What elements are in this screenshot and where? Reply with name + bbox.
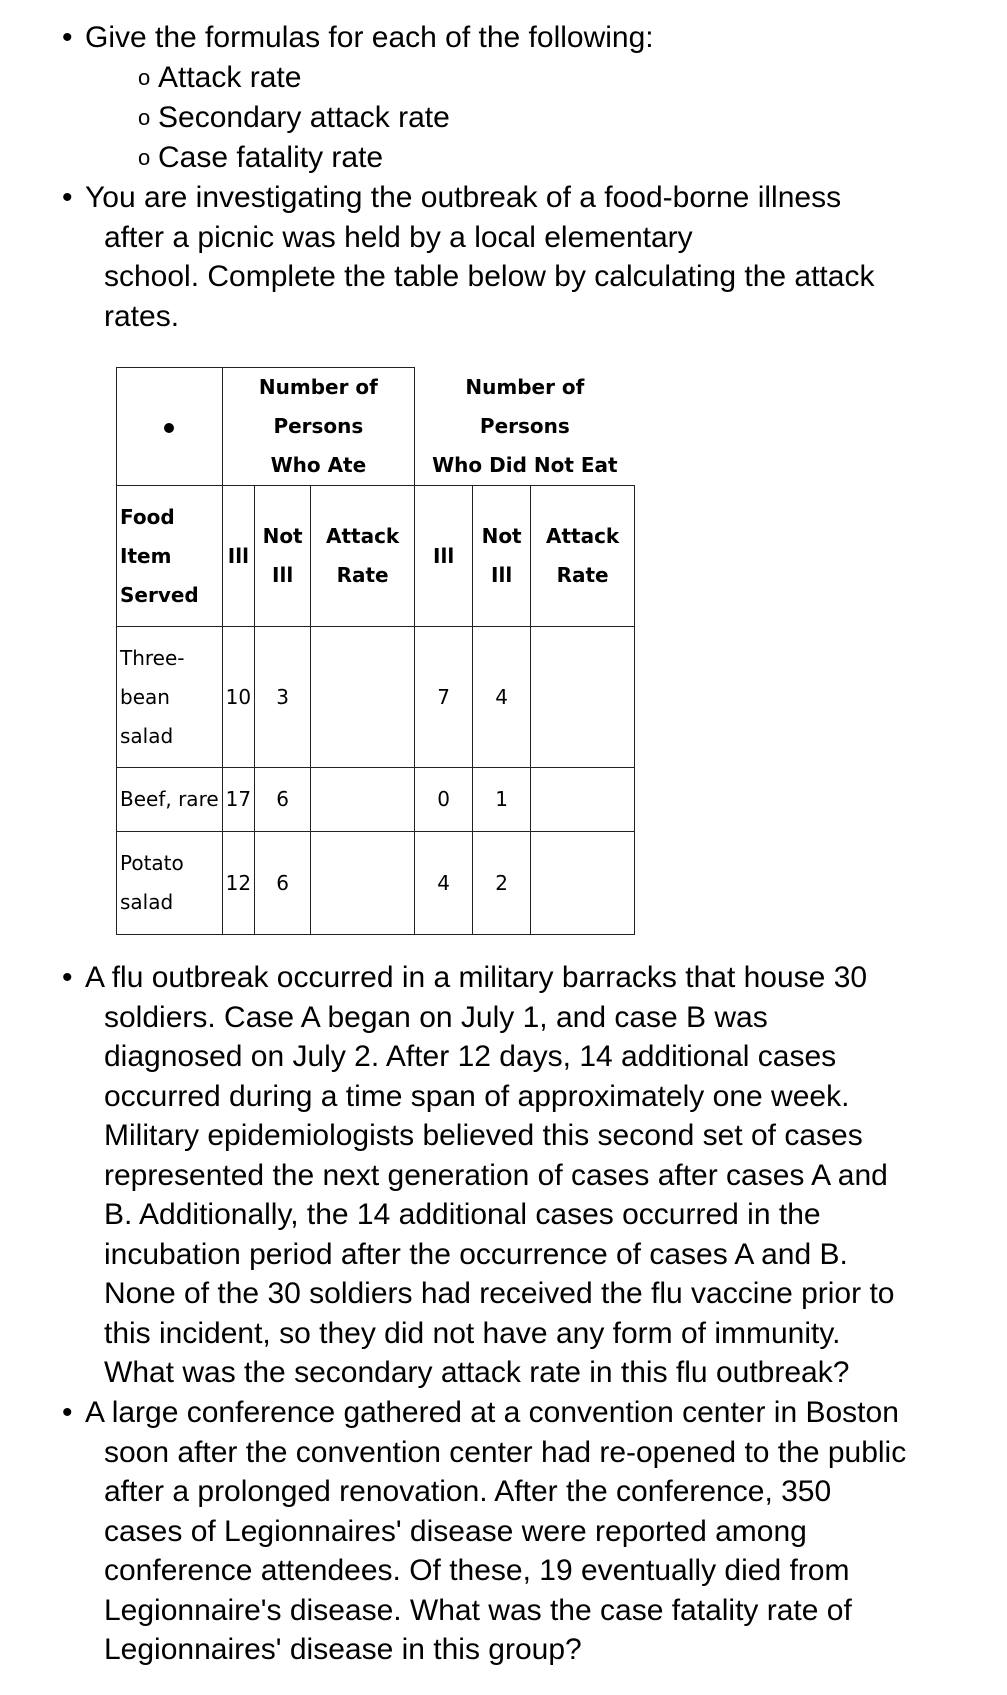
- ate-attack-rate-cell: [311, 832, 415, 935]
- food-line: salad: [120, 890, 174, 914]
- header-ill: Ill: [222, 486, 254, 627]
- food-line: Three-: [120, 645, 185, 670]
- bullet-marker: •: [62, 1396, 73, 1429]
- header-persons-who-did-not-eat: [415, 368, 635, 486]
- question-line: A flu outbreak occurred in a military barracks that house 30: [85, 961, 868, 994]
- not-ate-ill-cell: 0: [415, 768, 473, 832]
- bullet-marker: •: [62, 961, 73, 994]
- ate-ill-cell: 12: [222, 832, 254, 935]
- question-line: this incident, so they did not have any form of immunity.: [104, 1316, 841, 1350]
- question-line: occurred during a time span of approximately one week.: [104, 1079, 850, 1113]
- header-line: Ill: [491, 563, 513, 587]
- header-line: Item: [120, 543, 172, 568]
- not-ate-not-ill-cell: 4: [473, 627, 531, 768]
- sub-item-case-fatality-rate: Case fatality rate: [158, 141, 384, 174]
- header-line: Who Ate: [270, 453, 367, 477]
- header-line: Not: [481, 524, 522, 548]
- intro-text: Give the formulas for each of the following:: [85, 21, 654, 54]
- question-line: Military epidemiologists believed this second set of cases: [104, 1119, 863, 1152]
- question-line: Legionnaire's disease. What was the case fatality rate of: [104, 1593, 852, 1627]
- question-line: rates.: [104, 299, 180, 333]
- not-ate-not-ill-cell: 2: [473, 832, 531, 935]
- header-not-ill: [255, 486, 311, 627]
- not-ate-ill-cell: 4: [415, 832, 473, 935]
- question-line: What was the secondary attack rate in this flu outbreak?: [104, 1356, 850, 1389]
- header-line: Number of Persons: [465, 374, 585, 438]
- question-line: school. Complete the table below by calculating the attack: [104, 260, 875, 293]
- header-line: Attack: [545, 524, 620, 548]
- bullet-dot-icon: [164, 423, 174, 433]
- food-cell: [117, 832, 223, 935]
- header-attack-rate: [311, 486, 415, 627]
- question-line: cases of Legionnaires' disease were reported among: [104, 1514, 807, 1548]
- question-line: A large conference gathered at a convention center in Boston: [85, 1396, 899, 1429]
- question-food-borne: [85, 178, 985, 336]
- question-flu-outbreak: [85, 958, 985, 1393]
- header-line: Number of Persons: [258, 375, 378, 438]
- question-line: Legionnaires' disease in this group?: [104, 1633, 582, 1666]
- not-ate-attack-rate-cell: [531, 832, 635, 935]
- ate-not-ill-cell: 6: [255, 768, 311, 832]
- header-line: Food: [120, 504, 175, 529]
- not-ate-attack-rate-cell: [531, 627, 635, 768]
- question-line: B. Additionally, the 14 additional cases occurred in the: [104, 1198, 821, 1231]
- header-attack-rate: [531, 486, 635, 627]
- question-line: soon after the convention center had re-opened to the public: [104, 1435, 907, 1469]
- question-line: soldiers. Case A began on July 1, and case B was: [104, 1000, 768, 1034]
- sub-item-secondary-attack-rate: Secondary attack rate: [158, 101, 450, 134]
- header-line: Rate: [556, 563, 609, 587]
- question-line: incubation period after the occurrence of cases A and B.: [104, 1237, 848, 1271]
- attack-rate-table: [116, 367, 635, 935]
- header-persons-who-ate: [222, 368, 414, 486]
- header-line: Who Did Not Eat: [432, 452, 618, 477]
- sub-bullet-marker: o: [138, 145, 151, 170]
- question-line: None of the 30 soldiers had received the flu vaccine prior to: [104, 1277, 895, 1310]
- header-line: Served: [120, 582, 199, 607]
- question-line: conference attendees. Of these, 19 eventually died from: [104, 1554, 850, 1587]
- food-line: Potato: [120, 851, 184, 875]
- not-ate-ill-cell: 7: [415, 627, 473, 768]
- header-line: Ill: [272, 563, 294, 587]
- question-line: after a picnic was held by a local elementary: [104, 220, 693, 254]
- question-legionnaires: [85, 1393, 985, 1670]
- corner-cell: [117, 368, 223, 486]
- question-line: represented the next generation of cases after cases A and: [104, 1158, 888, 1192]
- not-ate-not-ill-cell: 1: [473, 768, 531, 832]
- bullet-marker: •: [62, 181, 73, 214]
- header-line: Attack: [325, 524, 400, 548]
- bullet-marker: •: [62, 21, 73, 54]
- table-row: [117, 832, 635, 935]
- food-line: salad: [120, 723, 174, 748]
- table-row: [117, 627, 635, 768]
- sub-bullet-marker: o: [138, 65, 151, 90]
- header-ill: Ill: [415, 486, 473, 627]
- table-row: [117, 768, 635, 832]
- question-line: diagnosed on July 2. After 12 days, 14 additional cases: [104, 1040, 837, 1073]
- ate-not-ill-cell: 3: [255, 627, 311, 768]
- ate-not-ill-cell: 6: [255, 832, 311, 935]
- sub-item-attack-rate: Attack rate: [158, 61, 302, 94]
- food-cell: Beef, rare: [117, 768, 223, 832]
- ate-ill-cell: 17: [222, 768, 254, 832]
- header-line: Rate: [336, 563, 389, 587]
- sub-bullet-marker: o: [138, 105, 151, 130]
- question-line: You are investigating the outbreak of a food-borne illness: [85, 181, 842, 214]
- header-not-ill: [473, 486, 531, 627]
- food-cell: [117, 627, 223, 768]
- header-line: Not: [262, 524, 303, 548]
- not-ate-attack-rate-cell: [531, 768, 635, 832]
- question-line: after a prolonged renovation. After the conference, 350: [104, 1475, 832, 1508]
- ate-attack-rate-cell: [311, 768, 415, 832]
- ate-attack-rate-cell: [311, 627, 415, 768]
- ate-ill-cell: 10: [222, 627, 254, 768]
- header-food-item-served: [117, 486, 223, 627]
- food-line: bean: [120, 684, 170, 709]
